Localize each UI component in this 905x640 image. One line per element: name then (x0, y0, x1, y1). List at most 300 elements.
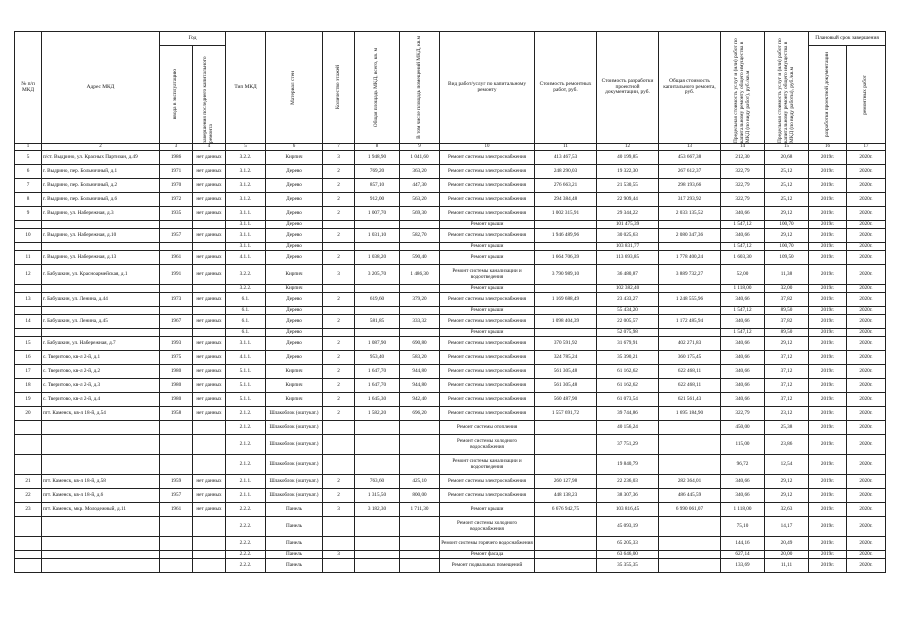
table-cell: 36 480,87 (597, 265, 659, 285)
table-cell: 2.1.1. (226, 489, 266, 503)
table-cell (323, 243, 355, 251)
table-cell: 25,12 (765, 179, 809, 193)
table-cell: 2020г. (847, 351, 886, 365)
table-cell: 2020г. (847, 365, 886, 379)
table-row (15, 489, 886, 503)
table-cell (355, 435, 400, 455)
table-cell: 363,20 (400, 165, 440, 179)
table-cell: 2020г. (847, 435, 886, 455)
table-cell: Панель (266, 503, 323, 517)
table-cell: нет данных (193, 229, 226, 243)
table-cell: 32,00 (765, 285, 809, 293)
table-cell: 322,79 (721, 193, 765, 207)
table-cell: 113 693,85 (597, 251, 659, 265)
table-cell: 1972 (160, 193, 193, 207)
table-cell: 2019г. (809, 207, 847, 221)
table-cell: 1 169 688,49 (535, 293, 597, 307)
table-cell: 2019г. (809, 421, 847, 435)
table-cell: 212,30 (721, 151, 765, 165)
table-cell: 61 162,62 (597, 379, 659, 393)
table-cell (323, 517, 355, 537)
table-cell (42, 307, 160, 315)
table-cell (193, 435, 226, 455)
header-year-group: Год (160, 32, 226, 46)
table-cell: 340,66 (721, 475, 765, 489)
table-cell: 2019г. (809, 251, 847, 265)
table-cell (535, 243, 597, 251)
table-cell: 2020г. (847, 455, 886, 475)
table-cell: 2019г. (809, 517, 847, 537)
table-cell (535, 421, 597, 435)
table-cell: 2020г. (847, 307, 886, 315)
table-cell: г. Бабушкин, ул. Красноармейская, д.1 (42, 265, 160, 285)
table-cell: 2020г. (847, 551, 886, 559)
table-cell: Ремонт системы горячего водоснабжения (440, 537, 535, 551)
table-cell: 2019г. (809, 435, 847, 455)
table-cell: 340,66 (721, 365, 765, 379)
table-cell: Ремонт системы отопления (440, 421, 535, 435)
table-row (15, 455, 886, 475)
table-cell: 21 530,55 (597, 179, 659, 193)
header-living-area: В том числе площадь помещений МКД, кв.м (400, 32, 440, 144)
table-cell (400, 455, 440, 475)
table-cell: Ремонт системы электроснабжения (440, 489, 535, 503)
table-cell (355, 421, 400, 435)
table-cell (160, 537, 193, 551)
table-cell (160, 329, 193, 337)
column-number: 9 (400, 144, 440, 151)
table-cell: 267 612,37 (659, 165, 721, 179)
table-cell: 2020г. (847, 315, 886, 329)
table-cell (355, 243, 400, 251)
table-cell: 3 (323, 265, 355, 285)
table-cell: 282 364,01 (659, 475, 721, 489)
table-cell: 2019г. (809, 229, 847, 243)
table-cell: 2019г. (809, 165, 847, 179)
table-cell: 2.2.2. (226, 537, 266, 551)
table-cell: 23,12 (765, 407, 809, 421)
table-cell: 1 002 315,91 (535, 207, 597, 221)
table-cell: 2.2.2. (226, 503, 266, 517)
table-cell (659, 221, 721, 229)
table-row (15, 393, 886, 407)
table-cell: 340,66 (721, 489, 765, 503)
table-cell: 8 (15, 193, 42, 207)
table-cell: 2 (323, 207, 355, 221)
table-row (15, 517, 886, 537)
table-cell (535, 551, 597, 559)
table-cell: 25,12 (765, 193, 809, 207)
header-total-area: Общая площадь МКД, всего, кв. м (355, 32, 400, 144)
table-cell: 425,10 (400, 475, 440, 489)
column-number: 17 (847, 144, 886, 151)
table-cell: Дерево (266, 315, 323, 329)
table-cell: Дерево (266, 243, 323, 251)
table-cell (15, 243, 42, 251)
table-cell: 2.2.2. (226, 559, 266, 573)
table-cell: 340,66 (721, 379, 765, 393)
table-cell: 20,68 (765, 151, 809, 165)
header-wall: Материал стен (266, 32, 323, 144)
table-cell: 2020г. (847, 179, 886, 193)
table-cell (193, 329, 226, 337)
table-cell: 2 (323, 179, 355, 193)
table-cell (400, 243, 440, 251)
table-cell: 103 831,77 (597, 243, 659, 251)
table-cell: Панель (266, 517, 323, 537)
table-cell: 2020г. (847, 559, 886, 573)
table-cell: 563,20 (400, 193, 440, 207)
table-cell: 23 433,27 (597, 293, 659, 307)
table-cell: 29,12 (765, 475, 809, 489)
table-cell: нет данных (193, 407, 226, 421)
table-row (15, 421, 886, 435)
table-cell (42, 421, 160, 435)
column-number: 13 (659, 144, 721, 151)
table-cell: Ремонт системы электроснабжения (440, 179, 535, 193)
table-cell: Ремонт системы электроснабжения (440, 379, 535, 393)
table-cell: Шлакоблок (оштукат.) (266, 421, 323, 435)
table-cell (15, 285, 42, 293)
table-row (15, 559, 886, 573)
table-cell: Ремонт системы электроснабжения (440, 475, 535, 489)
table-cell: 942,40 (400, 393, 440, 407)
table-cell (400, 537, 440, 551)
table-cell (400, 285, 440, 293)
table-cell: 1991 (160, 265, 193, 285)
table-row (15, 379, 886, 393)
table-cell (355, 329, 400, 337)
table-cell: 1 778 400,24 (659, 251, 721, 265)
table-cell: 11,11 (765, 559, 809, 573)
table-cell: 1 547,12 (721, 329, 765, 337)
table-cell: 2020г. (847, 207, 886, 221)
table-cell (15, 455, 42, 475)
table-cell (193, 221, 226, 229)
table-cell: 144,16 (721, 537, 765, 551)
table-cell: 32,63 (765, 503, 809, 517)
table-cell: 560 487,90 (535, 393, 597, 407)
table-cell: Дерево (266, 193, 323, 207)
table-cell (193, 559, 226, 573)
table-cell: г. Выдрино, пер. Больничный, д.1 (42, 165, 160, 179)
table-cell: г. Выдрино, ул. Набережная, д.13 (42, 251, 160, 265)
table-cell (355, 559, 400, 573)
table-cell: 25,38 (765, 421, 809, 435)
table-cell: 1973 (160, 293, 193, 307)
table-cell: 1 007,70 (355, 207, 400, 221)
table-cell: Ремонт крыши (440, 329, 535, 337)
table-cell: 2 (323, 379, 355, 393)
table-cell: Дерево (266, 207, 323, 221)
table-cell: 2019г. (809, 351, 847, 365)
table-cell: 402 271,83 (659, 337, 721, 351)
header-floors: Количество этажей (323, 32, 355, 144)
table-cell: Ремонт фасада (440, 551, 535, 559)
header-work-type: Вид работ/услуг по капитальному ремонту (440, 32, 535, 144)
table-cell: 52 075,98 (597, 329, 659, 337)
table-cell (355, 517, 400, 537)
table-row (15, 337, 886, 351)
table-cell: 12,54 (765, 455, 809, 475)
table-cell: 1 041,60 (400, 151, 440, 165)
table-cell: 2019г. (809, 265, 847, 285)
table-cell: 590,40 (400, 251, 440, 265)
table-cell: 1957 (160, 489, 193, 503)
table-cell: 2019г. (809, 285, 847, 293)
table-cell: г. Выдрино, пер. Больничный, д.6 (42, 193, 160, 207)
table-cell: Дерево (266, 307, 323, 315)
column-number: 4 (193, 144, 226, 151)
table-cell: Ремонт системы электроснабжения (440, 315, 535, 329)
table-cell (42, 285, 160, 293)
table-cell: 582,70 (400, 229, 440, 243)
table-row (15, 315, 886, 329)
table-row (15, 351, 886, 365)
header-limit-cost-2: Предельная стоимость услуг и (или) работ по капитальному ремонту общего имущества в МКД (по виду работы), руб./кв.м (765, 32, 809, 144)
table-row (15, 251, 886, 265)
table-cell: 1 647,70 (355, 379, 400, 393)
column-number: 2 (42, 144, 160, 151)
table-cell: 340,66 (721, 229, 765, 243)
table-cell: 1958 (160, 407, 193, 421)
table-cell: 2020г. (847, 489, 886, 503)
table-cell: 19 322,30 (597, 165, 659, 179)
table-cell: 101 475,39 (597, 221, 659, 229)
table-cell: 3 205,70 (355, 265, 400, 285)
table-cell (15, 421, 42, 435)
table-cell: 763,60 (355, 475, 400, 489)
table-cell: 800,00 (400, 489, 440, 503)
table-cell: 100,70 (765, 243, 809, 251)
table-cell (42, 559, 160, 573)
table-cell (323, 559, 355, 573)
table-cell: Кирпич (266, 285, 323, 293)
table-cell: 3.1.2. (226, 179, 266, 193)
table-cell: 2 (323, 165, 355, 179)
table-cell: нет данных (193, 179, 226, 193)
table-cell: 1980 (160, 379, 193, 393)
table-cell: 1971 (160, 165, 193, 179)
table-cell: 1 547,12 (721, 221, 765, 229)
table-cell: 340,66 (721, 351, 765, 365)
table-cell: 9 (15, 207, 42, 221)
table-cell (323, 421, 355, 435)
table-cell: 19 840,79 (597, 455, 659, 475)
table-cell (323, 221, 355, 229)
table-cell: Панель (266, 559, 323, 573)
table-cell: Ремонт крыши (440, 221, 535, 229)
table-cell (42, 537, 160, 551)
table-cell (659, 559, 721, 573)
table-cell: нет данных (193, 165, 226, 179)
table-cell: 2 (323, 365, 355, 379)
table-cell: с. Тверитово, кв-л 2-й, д.2 (42, 365, 160, 379)
table-cell: 2.1.2. (226, 455, 266, 475)
table-cell: 19 (15, 393, 42, 407)
table-cell: 619,60 (355, 293, 400, 307)
table-cell: 1959 (160, 475, 193, 489)
table-cell: 29 344,22 (597, 207, 659, 221)
table-cell: 2020г. (847, 243, 886, 251)
table-cell (15, 329, 42, 337)
table-cell: 1 098 404,39 (535, 315, 597, 329)
table-cell: Ремонт системы электроснабжения (440, 207, 535, 221)
table-cell (323, 329, 355, 337)
table-cell: 453 667,38 (659, 151, 721, 165)
repair-plan-table (14, 31, 886, 573)
table-cell: нет данных (193, 265, 226, 285)
table-cell (400, 221, 440, 229)
table-cell: г. Бабушкин, ул. Ленина, д.44 (42, 293, 160, 307)
table-cell (535, 559, 597, 573)
table-cell: 25,12 (765, 165, 809, 179)
table-cell: 2 (323, 337, 355, 351)
header-year-built: ввода в эксплуатацию (160, 46, 193, 144)
table-body (15, 151, 886, 573)
table-cell: 1 711,30 (400, 503, 440, 517)
table-cell: 340,66 (721, 337, 765, 351)
table-cell: 3.1.1. (226, 207, 266, 221)
table-cell: 1 486,30 (400, 265, 440, 285)
table-cell (323, 285, 355, 293)
table-cell: 2.1.1. (226, 475, 266, 489)
table-cell: нет данных (193, 379, 226, 393)
table-cell: 3 182,30 (355, 503, 400, 517)
table-cell: 1 582,20 (355, 407, 400, 421)
table-cell: г. Выдрино, ул. Набережная, д.10 (42, 229, 160, 243)
table-cell: 1993 (160, 337, 193, 351)
table-cell: 2020г. (847, 421, 886, 435)
table-cell: 2019г. (809, 475, 847, 489)
table-cell (659, 285, 721, 293)
table-cell: 1 031,10 (355, 229, 400, 243)
table-cell (42, 435, 160, 455)
table-cell: Ремонт системы электроснабжения (440, 351, 535, 365)
table-row (15, 475, 886, 489)
table-cell: Дерево (266, 229, 323, 243)
table-cell: г. Бабушкин, ул. Набережная, д.7 (42, 337, 160, 351)
table-cell: Ремонт системы канализации и водоотведения (440, 265, 535, 285)
table-cell: 953,40 (355, 351, 400, 365)
table-cell: нет данных (193, 151, 226, 165)
table-cell: 1 647,70 (355, 365, 400, 379)
table-cell: 6 990 061,07 (659, 503, 721, 517)
table-cell: 324 785,24 (535, 351, 597, 365)
table-cell: пгт. Каменск, кв-л 18-й, д.6 (42, 489, 160, 503)
table-cell: 37,12 (765, 379, 809, 393)
table-cell: 96,72 (721, 455, 765, 475)
table-cell: Ремонт крыши (440, 503, 535, 517)
table-cell (400, 329, 440, 337)
table-cell: 5.1.1. (226, 393, 266, 407)
table-cell (160, 243, 193, 251)
table-cell: 37 751,29 (597, 435, 659, 455)
table-cell: 2 (323, 393, 355, 407)
table-cell: 1 172 485,94 (659, 315, 721, 329)
table-cell: 569,30 (400, 207, 440, 221)
table-cell: 2020г. (847, 265, 886, 285)
table-cell: Кирпич (266, 365, 323, 379)
table-cell (535, 435, 597, 455)
table-cell: 18 (15, 379, 42, 393)
table-cell: 2019г. (809, 559, 847, 573)
table-cell: 370 591,92 (535, 337, 597, 351)
table-cell: 20,00 (765, 551, 809, 559)
table-cell: п/ст. Выдрино, ул. Красных Партизан, д.49 (42, 151, 160, 165)
table-cell: 5.1.1. (226, 379, 266, 393)
table-row (15, 435, 886, 455)
header-repair-cost: Стоимость ремонтных работ, руб. (535, 32, 597, 144)
table-cell: 857,10 (355, 179, 400, 193)
table-cell: 4.1.1. (226, 251, 266, 265)
table-cell: 2020г. (847, 393, 886, 407)
table-cell: 30 025,63 (597, 229, 659, 243)
table-cell: Ремонт системы электроснабжения (440, 151, 535, 165)
table-cell: 23,86 (765, 435, 809, 455)
table-cell: 31 679,91 (597, 337, 659, 351)
table-cell: 2 (323, 351, 355, 365)
table-cell (659, 455, 721, 475)
table-cell (42, 221, 160, 229)
table-cell: Кирпич (266, 265, 323, 285)
table-cell: 2019г. (809, 455, 847, 475)
table-cell (535, 517, 597, 537)
table-cell (160, 435, 193, 455)
table-cell: пгт. Каменск, кв-л 18-й, д.54 (42, 407, 160, 421)
table-cell: 2 (323, 193, 355, 207)
table-cell (535, 329, 597, 337)
table-cell: 2 (323, 475, 355, 489)
table-cell: 2020г. (847, 293, 886, 307)
table-cell: 561 305,48 (535, 379, 597, 393)
table-cell: 22 909,44 (597, 193, 659, 207)
table-cell: нет данных (193, 503, 226, 517)
table-cell: 2019г. (809, 221, 847, 229)
table-cell: Панель (266, 551, 323, 559)
table-cell (659, 307, 721, 315)
table-cell: 52,00 (721, 265, 765, 285)
table-cell: 413 467,53 (535, 151, 597, 165)
table-row (15, 551, 886, 559)
table-row (15, 151, 886, 165)
table-cell: 2019г. (809, 193, 847, 207)
table-cell: с. Тверитово, кв-л 2-й, д.4 (42, 393, 160, 407)
table-cell: 1 948,90 (355, 151, 400, 165)
table-cell: 1957 (160, 229, 193, 243)
table-cell: 15 (15, 337, 42, 351)
table-cell: 2019г. (809, 243, 847, 251)
table-cell: 340,66 (721, 293, 765, 307)
table-cell: 2019г. (809, 307, 847, 315)
table-cell: нет данных (193, 365, 226, 379)
table-cell (15, 435, 42, 455)
table-cell (193, 551, 226, 559)
table-cell: 1 087,90 (355, 337, 400, 351)
table-cell: 17 (15, 365, 42, 379)
table-cell: 2019г. (809, 329, 847, 337)
table-row (15, 307, 886, 315)
table-cell: 4.1.1. (226, 351, 266, 365)
table-cell: пгт. Каменск, кв-л 18-й, д.58 (42, 475, 160, 489)
table-cell: 1986 (160, 151, 193, 165)
table-cell: 1 557 691,72 (535, 407, 597, 421)
table-cell: 3 (323, 151, 355, 165)
table-cell: 561 305,48 (535, 365, 597, 379)
column-number: 6 (266, 144, 323, 151)
table-cell: Кирпич (266, 151, 323, 165)
table-cell: 1961 (160, 503, 193, 517)
